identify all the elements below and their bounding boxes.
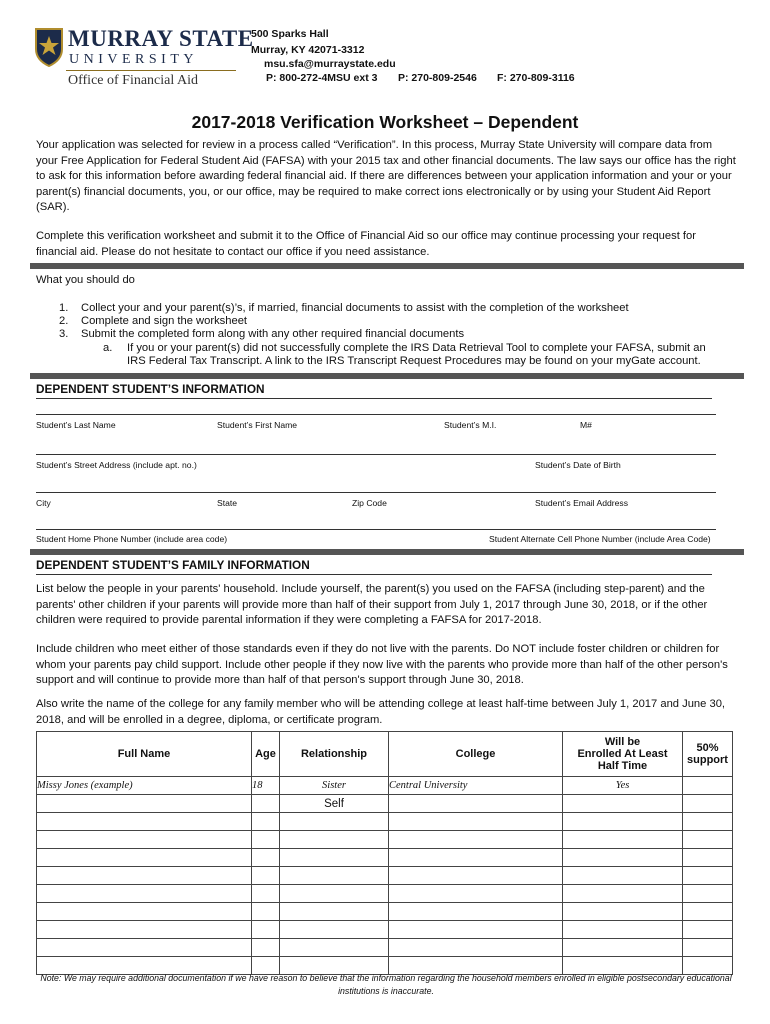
cell-age[interactable]: [252, 795, 280, 813]
cell-college[interactable]: [389, 921, 563, 939]
col-age: Age: [252, 732, 280, 777]
cell-support[interactable]: [683, 903, 733, 921]
table-row[interactable]: [37, 939, 733, 957]
cell-relationship[interactable]: [280, 813, 389, 831]
self-relationship: Self: [280, 795, 389, 813]
cell-college[interactable]: [389, 813, 563, 831]
cell-age[interactable]: [252, 849, 280, 867]
cell-age[interactable]: [252, 885, 280, 903]
footnote-line2: institutions is inaccurate.: [338, 986, 434, 996]
cell-name[interactable]: [37, 831, 252, 849]
cell-support[interactable]: [683, 939, 733, 957]
table-row[interactable]: [37, 813, 733, 831]
cell-college[interactable]: [389, 867, 563, 885]
address-fields-line[interactable]: [36, 454, 716, 455]
cell-relationship[interactable]: [280, 867, 389, 885]
col-relationship: Relationship: [280, 732, 389, 777]
cell-enrolled[interactable]: [563, 885, 683, 903]
cell-age[interactable]: [252, 867, 280, 885]
todo-num-1: 1.: [59, 302, 69, 314]
label-zip: Zip Code: [352, 498, 387, 508]
address-phone2: P: 270-809-2546: [398, 72, 477, 84]
cell-enrolled[interactable]: [563, 849, 683, 867]
todo-num-2: 2.: [59, 315, 69, 327]
cell-support[interactable]: [683, 795, 733, 813]
col-support-line2: support: [687, 754, 728, 766]
todo-sub-line2: IRS Federal Tax Transcript. A link to the IRS Transcript Request Procedures may be found on your myGate account.: [127, 355, 701, 367]
cell-name[interactable]: [37, 795, 252, 813]
cell-relationship[interactable]: [280, 831, 389, 849]
cell-relationship[interactable]: [280, 849, 389, 867]
todo-sub-line1: If you or your parent(s) did not successfully complete the IRS Data Retrieval Tool to complete your FAFSA, submit an: [127, 342, 706, 354]
cell-enrolled[interactable]: [563, 795, 683, 813]
cell-enrolled[interactable]: [563, 903, 683, 921]
cell-name[interactable]: [37, 849, 252, 867]
table-row-self[interactable]: [37, 795, 733, 813]
section-divider: [30, 373, 744, 379]
cell-support[interactable]: [683, 921, 733, 939]
cell-age[interactable]: [252, 831, 280, 849]
cell-relationship[interactable]: [280, 921, 389, 939]
phone-fields-line[interactable]: [36, 529, 716, 530]
todo-heading: What you should do: [36, 274, 135, 286]
cell-name[interactable]: [37, 921, 252, 939]
cell-name[interactable]: [37, 939, 252, 957]
cell-support[interactable]: [683, 831, 733, 849]
cell-college[interactable]: [389, 939, 563, 957]
cell-relationship[interactable]: [280, 903, 389, 921]
cell-name[interactable]: [37, 885, 252, 903]
address-line2: Murray, KY 42071-3312: [251, 44, 365, 56]
cell-age[interactable]: [252, 921, 280, 939]
todo-item-1: Collect your and your parent(s)’s, if married, financial documents to assist with the completion of the worksheet: [81, 302, 629, 314]
example-relationship: Sister: [280, 777, 389, 795]
address-fax: F: 270-809-3116: [497, 72, 575, 84]
logo-university-name: MURRAY STATE: [68, 26, 254, 51]
cell-support[interactable]: [683, 867, 733, 885]
household-table: [36, 731, 733, 975]
cell-relationship[interactable]: [280, 885, 389, 903]
label-dob: Student’s Date of Birth: [535, 460, 621, 470]
section-title-underline: [36, 574, 712, 575]
example-enrolled: Yes: [563, 777, 683, 795]
cell-college[interactable]: [389, 885, 563, 903]
page-title: 2017-2018 Verification Worksheet – Dependent: [191, 112, 579, 132]
col-enrolled-line2: Enrolled At Least: [577, 748, 668, 760]
label-street: Student’s Street Address (include apt. no.): [36, 460, 197, 470]
logo-university-sub: UNIVERSITY: [69, 52, 198, 67]
address-email: msu.sfa@murraystate.edu: [264, 58, 396, 70]
col-college: College: [389, 732, 563, 777]
table-row[interactable]: [37, 903, 733, 921]
cell-relationship[interactable]: [280, 939, 389, 957]
col-full-name: Full Name: [37, 732, 252, 777]
shield-logo-icon: [34, 27, 64, 67]
cell-college[interactable]: [389, 849, 563, 867]
cell-age[interactable]: [252, 903, 280, 921]
section-title-underline: [36, 398, 712, 399]
label-alt-phone: Student Alternate Cell Phone Number (include Area Code): [489, 534, 711, 544]
cell-age[interactable]: [252, 939, 280, 957]
col-enrolled-line1: Will be: [604, 736, 641, 748]
label-home-phone: Student Home Phone Number (include area code): [36, 534, 228, 544]
cell-support[interactable]: [683, 849, 733, 867]
label-m-number: M#: [580, 420, 592, 430]
table-row[interactable]: [37, 885, 733, 903]
cell-college[interactable]: [389, 831, 563, 849]
cell-age[interactable]: [252, 813, 280, 831]
label-mi: Student’s M.I.: [444, 420, 497, 430]
cell-enrolled[interactable]: [563, 831, 683, 849]
table-row[interactable]: [37, 831, 733, 849]
example-support: [683, 777, 733, 795]
section-divider: [30, 263, 744, 269]
example-age: 18: [252, 777, 280, 795]
section-divider: [30, 549, 744, 555]
col-enrolled-line3: Half Time: [597, 760, 648, 772]
address-phone: P: 800-272-4MSU ext 3: [266, 72, 378, 84]
cell-name[interactable]: [37, 867, 252, 885]
city-fields-line[interactable]: [36, 492, 716, 493]
intro-paragraph-2: Complete this verification worksheet and submit it to the Office of Financial Aid so our office may continue processing your request for financial aid. Please do not hesitate to contact our office if you need assistance.: [36, 230, 696, 258]
label-email: Student’s Email Address: [535, 498, 628, 508]
family-paragraph-2: Include children who meet either of those standards even if they do not live with the parents. Do NOT include foster children or children for whom your parents pay child support. Include other people if they now live with the parents who provide more than half of the other person's support and will continue to provide more than half of that person's support through June 30, 2018.: [36, 643, 728, 687]
label-last-name: Student’s Last Name: [36, 420, 116, 430]
intro-paragraph-1: Your application was selected for review in a process called “Verification”. In this process, Murray State University will compare data from your Free Application for Federal Student Aid (FAFSA) with your 2015 tax and other financial documents. The law says our office has the right to ask for this information before awarding federal financial aid. If there are differences between your application information and your or your parent(s) financial documents, you, or our office, may be required to make correct ions electronically or by using your Student Aid Report (SAR).: [36, 139, 736, 214]
logo-divider: [66, 70, 236, 71]
cell-support[interactable]: [683, 813, 733, 831]
footnote: [36, 972, 736, 998]
label-city: City: [36, 498, 51, 508]
cell-name[interactable]: [37, 903, 252, 921]
col-support-line1: 50%: [696, 742, 719, 754]
example-college: Central University: [389, 777, 563, 795]
table-row[interactable]: [37, 849, 733, 867]
table-row-example: [37, 777, 733, 795]
table-row[interactable]: [37, 921, 733, 939]
student-info-title: DEPENDENT STUDENT’S INFORMATION: [36, 382, 265, 396]
cell-college[interactable]: [389, 795, 563, 813]
family-paragraph-3: Also write the name of the college for any family member who will be attending college at least half-time between July 1, 2017 and June 30, 2018, and will be enrolled in a degree, diploma, or certificate program.: [36, 698, 726, 726]
footnote-line1: Note: We may require additional documentation if we have reason to believe that the information regarding the household members enrolled in eligible postsecondary educational: [40, 973, 732, 983]
cell-enrolled[interactable]: [563, 939, 683, 957]
cell-college[interactable]: [389, 903, 563, 921]
logo-office-name: Office of Financial Aid: [68, 73, 198, 88]
cell-enrolled[interactable]: [563, 813, 683, 831]
label-first-name: Student’s First Name: [217, 420, 298, 430]
cell-enrolled[interactable]: [563, 867, 683, 885]
address-line1: 500 Sparks Hall: [251, 28, 329, 40]
name-fields-line[interactable]: [36, 414, 716, 415]
cell-name[interactable]: [37, 813, 252, 831]
todo-num-3: 3.: [59, 328, 69, 340]
col-enrolled: [563, 732, 683, 777]
table-row[interactable]: [37, 867, 733, 885]
family-paragraph-1: List below the people in your parents' household. Include yourself, the parent(s) you used on the FAFSA (including step-parent) and the parents' other children if your parents will provide more than half of their support from July 1, 2017 through June 30, 2018, or if the other children were required to provide parental information if they were completing a FAFSA for 2017-2018.: [36, 583, 708, 627]
example-name: Missy Jones (example): [37, 777, 252, 795]
family-info-title: DEPENDENT STUDENT’S FAMILY INFORMATION: [36, 558, 310, 572]
todo-item-2: Complete and sign the worksheet: [81, 315, 248, 327]
col-support: [683, 732, 733, 777]
cell-enrolled[interactable]: [563, 921, 683, 939]
todo-item-3: Submit the completed form along with any other required financial documents: [81, 328, 465, 340]
todo-sub-letter: a.: [103, 342, 113, 354]
table-header-row: [37, 732, 733, 777]
label-state: State: [217, 498, 238, 508]
cell-support[interactable]: [683, 885, 733, 903]
